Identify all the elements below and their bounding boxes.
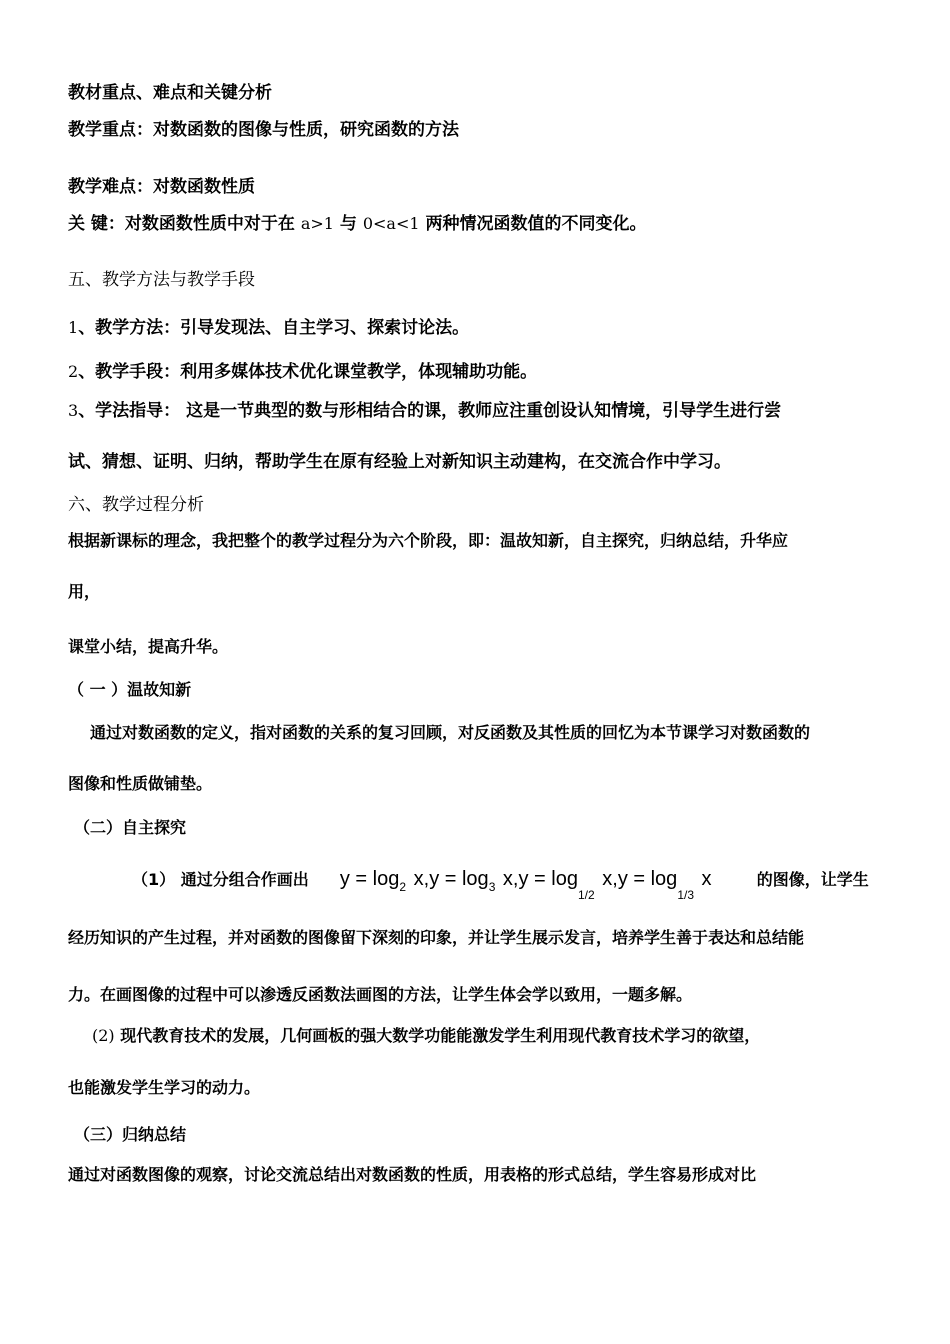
stage-two-item-one-cont: 经历知识的产生过程，并对函数的图像留下深刻的印象，并让学生展示发言，培养学生善于表达和总结能 xyxy=(68,928,805,947)
process-intro-end: 课堂小结，提高升华。 xyxy=(68,637,229,656)
item-two-text: 现代教育技术的发展，几何画板的强大数学功能能激发学生利用现代教育技术学习的欲望， xyxy=(120,1026,761,1045)
teaching-method xyxy=(68,313,469,338)
study-guide xyxy=(68,396,781,421)
item-text: 、学法指导： 这是一节典型的数与形相结合的课，教师应注重创设认知情境，引导学生进行尝 xyxy=(78,401,782,421)
stage-two-item-one-end: 力。在画图像的过程中可以渗透反函数法画图的方法，让学生体会学以致用，一题多解。 xyxy=(68,985,693,1004)
condition-a-gt-1: a>1 xyxy=(300,214,334,233)
key-point-text: 关 键：对数函数性质中对于在 xyxy=(68,214,295,234)
key-point xyxy=(68,209,646,234)
stage-two-item-two xyxy=(92,1023,760,1046)
stage-three-heading: （三）归纳总结 xyxy=(74,1125,187,1144)
teaching-means xyxy=(68,357,537,382)
study-guide-cont: 试、猜想、证明、归纳，帮助学生在原有经验上对新知识主动建构，在交流合作中学习。 xyxy=(68,452,731,472)
item-one-tail: 的图像，让学生 xyxy=(756,870,869,889)
heading-key-analysis: 教材重点、难点和关键分析 xyxy=(68,83,272,103)
item-number: 2 xyxy=(68,362,79,381)
process-intro: 根据新课标的理念，我把整个的教学过程分为六个阶段，即：温故知新，自主探究，归纳总结，升华应 xyxy=(68,531,789,550)
teaching-focus: 教学重点：对数函数的图像与性质，研究函数的方法 xyxy=(68,120,459,140)
item-one-text: （1） 通过分组合作画出 xyxy=(132,870,309,889)
key-point-and: 与 xyxy=(339,214,357,234)
stage-one-text-cont: 图像和性质做铺垫。 xyxy=(68,774,213,793)
stage-two-item-two-cont: 也能激发学生学习的动力。 xyxy=(68,1078,261,1097)
item-text: 、教学手段：利用多媒体技术优化课堂教学，体现辅助功能。 xyxy=(78,362,538,382)
section-six-heading: 六、教学过程分析 xyxy=(68,495,204,515)
stage-two-item-one xyxy=(132,867,869,902)
process-intro-cont: 用， xyxy=(68,582,101,601)
key-point-tail: 两种情况函数值的不同变化。 xyxy=(425,214,647,234)
item-number: 1 xyxy=(68,318,79,337)
item-two-number: (2) xyxy=(92,1026,115,1045)
stage-one-heading: （ 一 ）温故知新 xyxy=(68,680,192,699)
section-five-heading: 五、教学方法与教学手段 xyxy=(68,270,255,290)
teaching-difficulty: 教学难点：对数函数性质 xyxy=(68,177,255,197)
log-functions-formula: $y = \log_2 x,y = \log_3 x,y = \log_{1/2} x,y = \log_{1/3} x$ xyxy=(339,868,712,902)
condition-0-lt-a-lt-1: 0<a<1 xyxy=(362,214,420,233)
stage-one-text: 通过对数函数的定义，指对函数的关系的复习回顾，对反函数及其性质的回忆为本节课学习对数函数的 xyxy=(90,723,811,742)
item-number: 3 xyxy=(68,401,79,420)
stage-two-heading: （二）自主探究 xyxy=(74,818,187,837)
stage-three-text: 通过对函数图像的观察，讨论交流总结出对数函数的性质，用表格的形式总结，学生容易形成对比 xyxy=(68,1165,757,1184)
item-text: 、教学方法：引导发现法、自主学习、探索讨论法。 xyxy=(78,318,470,338)
